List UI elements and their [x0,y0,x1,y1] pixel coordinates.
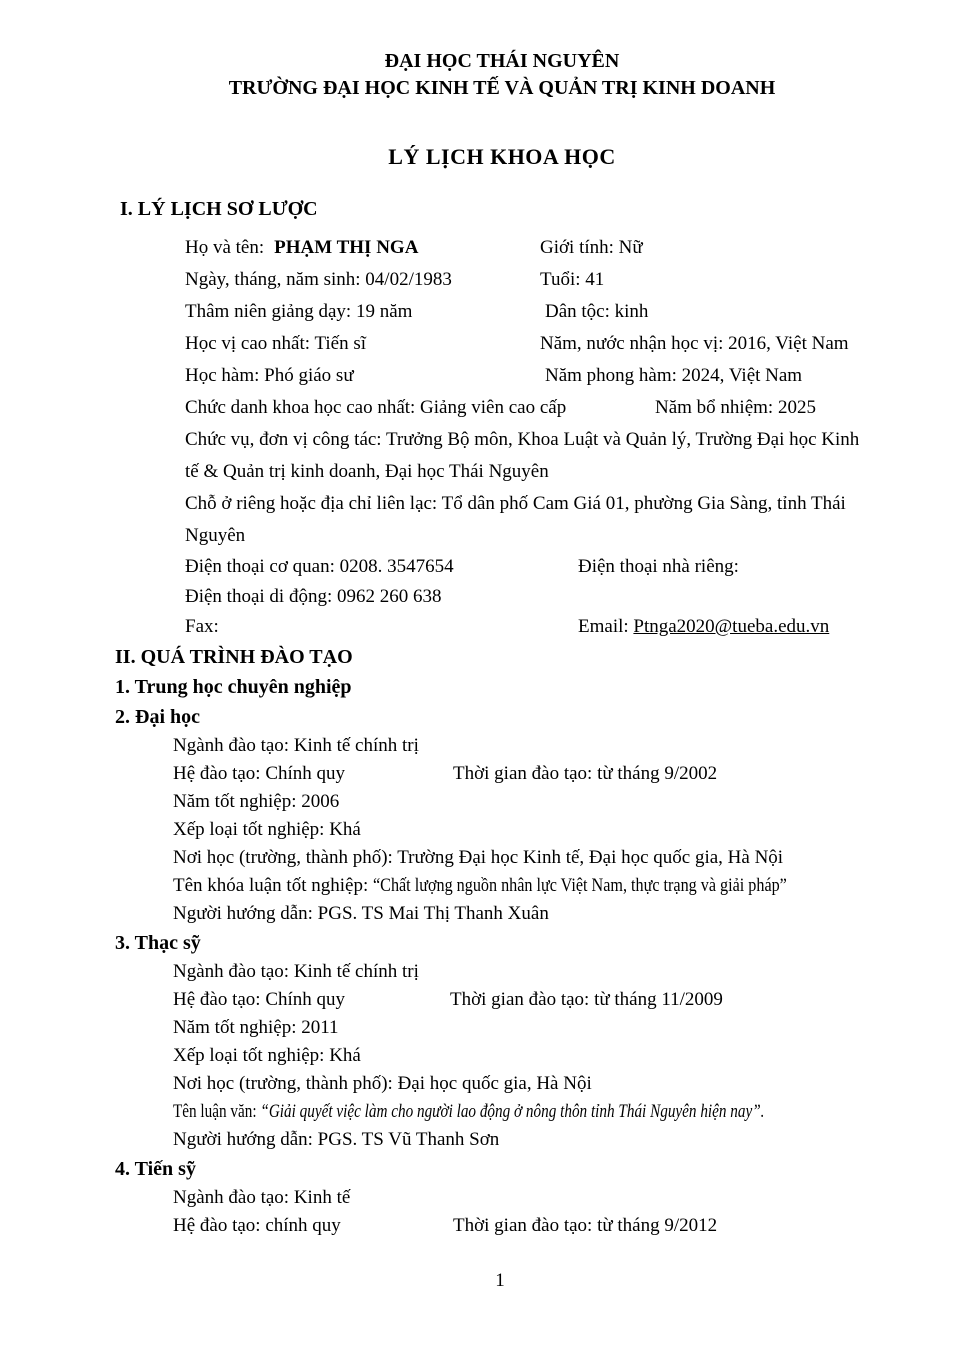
mobile-phone-text: Điện thoại di động: 0962 260 638 [185,586,442,607]
master-heading: 3. Thạc sỹ [115,932,201,954]
seniority-text: Thâm niên giảng dạy: 19 năm [185,301,413,322]
master-supervisor-row [0,1126,960,1154]
ethnicity-text: Dân tộc: kinh [545,301,649,322]
bachelor-major-text: Ngành đào tạo: Kinh tế chính trị [173,735,419,756]
master-supervisor-text: Người hướng dẫn: PGS. TS Vũ Thanh Sơn [173,1129,500,1150]
row-dob-age [0,264,960,296]
bachelor-grad-year-text: Năm tốt nghiệp: 2006 [173,791,340,812]
row-degree [0,328,960,360]
master-duration-text: Thời gian đào tạo: từ tháng 11/2009 [450,989,723,1010]
email-label: Email: [578,616,629,637]
bachelor-thesis-label: Tên khóa luận tốt nghiệp: [173,875,369,896]
name-value: PHẠM THỊ NGA [274,237,419,258]
degree-text: Học vị cao nhất: Tiến sĩ [185,333,367,354]
row-address [0,488,960,552]
bachelor-grad-rank-row [0,816,960,844]
bachelor-supervisor-row [0,900,960,928]
age-text: Tuổi: 41 [540,269,605,290]
bachelor-school-row [0,844,960,872]
workplace-text: Chức vụ, đơn vị công tác: Trưởng Bộ môn, Khoa Luật và Quản lý, Trường Đại học Kinh tế & Quản trị kinh doanh, Đại học Thái Nguyên [185,429,860,482]
email-link[interactable]: Ptnga2020@tueba.edu.vn [633,616,830,637]
bachelor-heading: 2. Đại học [115,706,200,728]
master-mode-row [0,986,960,1014]
section-profile-heading: I. LÝ LỊCH SƠ LƯỢC [120,198,318,220]
row-fax-email [0,612,960,642]
doctorate-major-row [0,1184,960,1212]
bachelor-school-text: Nơi học (trường, thành phố): Trường Đại học Kinh tế, Đại học quốc gia, Hà Nội [173,847,784,868]
master-grad-year-row [0,1014,960,1042]
section-education-heading: II. QUÁ TRÌNH ĐÀO TẠO [115,646,353,668]
master-school-row [0,1070,960,1098]
appointment-year-text: Năm bổ nhiệm: 2025 [655,397,816,418]
gender-text: Giới tính: Nữ [540,237,643,258]
school-name: TRƯỜNG ĐẠI HỌC KINH TẾ VÀ QUẢN TRỊ KINH DOANH [228,77,776,99]
academic-title-text: Chức danh khoa học cao nhất: Giảng viên cao cấp [185,397,567,418]
vocational-heading: 1. Trung học chuyên nghiệp [115,676,352,698]
bachelor-mode-row [0,760,960,788]
rank-year-text: Năm phong hàm: 2024, Việt Nam [545,365,803,386]
bachelor-thesis-title: “Chất lượng nguồn nhân lực Việt Nam, thực trạng và giải pháp” [372,875,787,896]
master-grad-rank-text: Xếp loại tốt nghiệp: Khá [173,1045,361,1066]
master-grad-year-text: Năm tốt nghiệp: 2011 [173,1017,339,1038]
bachelor-duration-text: Thời gian đào tạo: từ tháng 9/2002 [453,763,718,784]
dob-text: Ngày, tháng, năm sinh: 04/02/1983 [185,269,452,290]
doctorate-mode-row [0,1212,960,1240]
home-phone-text: Điện thoại nhà riêng: [578,556,739,577]
doctorate-mode-text: Hệ đào tạo: chính quy [173,1215,341,1236]
bachelor-thesis-row [0,872,960,900]
master-thesis-row [0,1098,960,1126]
university-name: ĐẠI HỌC THÁI NGUYÊN [384,50,620,72]
row-academic-rank [0,360,960,392]
row-seniority-ethnicity [0,296,960,328]
academic-rank-text: Học hàm: Phó giáo sư [185,365,354,386]
doctorate-duration-text: Thời gian đào tạo: từ tháng 9/2012 [453,1215,718,1236]
doctorate-heading: 4. Tiến sỹ [115,1158,196,1180]
master-major-row [0,958,960,986]
name-label: Họ và tên: [185,237,265,258]
document-header [0,48,960,102]
master-major-text: Ngành đào tạo: Kinh tế chính trị [173,961,419,982]
bachelor-mode-text: Hệ đào tạo: Chính quy [173,763,346,784]
fax-label: Fax: [185,616,219,637]
address-text: Chỗ ở riêng hoặc địa chỉ liên lạc: Tổ dân phố Cam Giá 01, phường Gia Sàng, tỉnh Thái Nguyên [185,493,846,546]
master-grad-rank-row [0,1042,960,1070]
master-thesis-title: “Giải quyết việc làm cho người lao động ở nông thôn tỉnh Thái Nguyên hiện nay”. [260,1101,765,1122]
page-number: 1 [495,1270,505,1291]
bachelor-grad-rank-text: Xếp loại tốt nghiệp: Khá [173,819,361,840]
doctorate-major-text: Ngành đào tạo: Kinh tế [173,1187,351,1208]
degree-year-text: Năm, nước nhận học vị: 2016, Việt Nam [540,333,849,354]
bachelor-grad-year-row [0,788,960,816]
master-thesis-group [173,1098,764,1126]
master-mode-text: Hệ đào tạo: Chính quy [173,989,346,1010]
office-phone-text: Điện thoại cơ quan: 0208. 3547654 [185,556,454,577]
master-thesis-label: Tên luận văn: [173,1101,257,1122]
email-group [578,612,829,642]
row-workplace [0,424,960,488]
row-mobile-phone [0,582,960,612]
document-title: LÝ LỊCH KHOA HỌC [388,144,616,169]
row-office-phone [0,552,960,582]
row-name-gender [0,232,960,264]
master-school-text: Nơi học (trường, thành phố): Đại học quốc gia, Hà Nội [173,1073,592,1094]
row-academic-title [0,392,960,424]
bachelor-supervisor-text: Người hướng dẫn: PGS. TS Mai Thị Thanh Xuân [173,903,549,924]
bachelor-major-row [0,732,960,760]
